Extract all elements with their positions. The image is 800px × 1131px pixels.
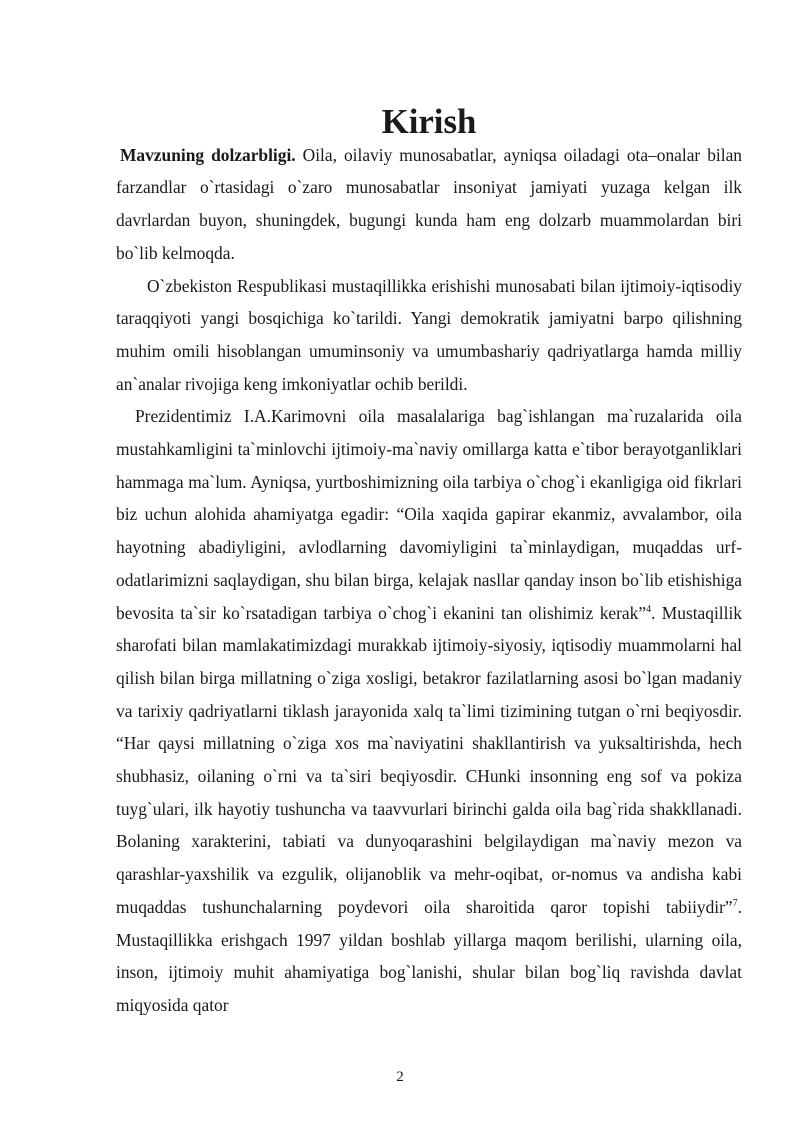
paragraph-text: Oila, oilaviy munosabatlar, ayniqsa oiladagi ota–onalar bilan farzandlar o`rtasidagi o`zaro munosabatlar insoniyat jamiyati yuzaga kelgan ilk davrlardan buyon, shuningdek, bugungi kunda ham eng dolzarb muammolardan biri bo`lib kelmoqda. — [116, 144, 742, 263]
paragraph-relevance — [116, 139, 742, 270]
paragraph-independence: O`zbekiston Respublikasi mustaqillikka erishishi munosabati bilan ijtimoiy-iqtisodiy taraqqiyoti yangi bosqichiga ko`tarildi. Yangi demokratik jamiyatni barpo qilishning muhim omili hisoblangan umuminsoniy va umumbashariy qadriyatlarga hamda milliy an`analar rivojiga keng imkoniyatlar ochib berildi. — [116, 275, 742, 394]
page-number: 2 — [396, 1069, 404, 1085]
page-content — [116, 102, 742, 1022]
paragraph-president — [116, 400, 742, 1021]
paragraph-text: Prezidentimiz I.A.Karimovni oila masalalariga bag`ishlangan ma`ruzalarida oila mustahkamligini ta`minlovchi ijtimoiy-ma`naviy omillarga katta e`tibor berayotganliklari hammaga ma`lum. Ayniqsa, yurtboshimizning oila tarbiya o`chog`i ekanligiga oid fikrlari biz uchun alohida ahamiyatga egadir: “Oila xaqida gapirar ekanmiz, avvalambor, oila hayotning abadiyligini, avlodlarning davomiyligini ta`minlaydigan, muqaddas urf-odatlarimizni saqlaydigan, shu bilan birga, kelajak nasllar qanday inson bo`lib etishishiga bevosita ta`sir ko`rsatadigan tarbiya o`chog`i ekanini tan olishimiz kerak” — [116, 406, 742, 623]
page-title: Kirish — [381, 102, 477, 141]
footnote-ref[interactable]: 7 — [732, 898, 738, 910]
paragraph-text: . Mustaqillik sharofati bilan mamlakatimizdagi murakkab ijtimoiy-siyosiy, iqtisodiy muammolarni hal qilish bilan birga millatning o`ziga xosligi, betakror fazilatlarning asosi bo`lgan madaniy va tarixiy qadriyatlarni tiklash jarayonida xalq ta`limi tizimining tutgan o`rni beqiyosdir. “Har qaysi millatning o`ziga xos ma`naviyatini shakllantirish va yuksaltirishda, hech shubhasiz, oilaning o`rni va ta`siri beqiyosdir. CHunki insonning eng sof va pokiza tuyg`ulari, ilk hayotiy tushuncha va taavvurlari birinchi galda oila bag`rida shakkllanadi. Bolaning xarakterini, tabiati va dunyoqarashini belgilaydigan ma`naviy mezon va qarashlar-yaxshilik va ezgulik, olijanoblik va mehr-oqibat, or-nomus va andisha kabi muqaddas tushunchalarning poydevori oila sharoitida qaror topishi tabiiydir” — [116, 602, 742, 917]
footnote-ref[interactable]: 4 — [646, 603, 652, 615]
paragraph-lead: Mavzuning dolzarbligi. — [120, 144, 296, 165]
paragraph-text: . Mustaqillikka erishgach 1997 yildan boshlab yillarga maqom berilishi, ularning oila, inson, ijtimoiy muhit ahamiyatiga bog`lanishi, shular bilan bog`liq ravishda davlat miqyosida qator — [116, 896, 742, 1015]
